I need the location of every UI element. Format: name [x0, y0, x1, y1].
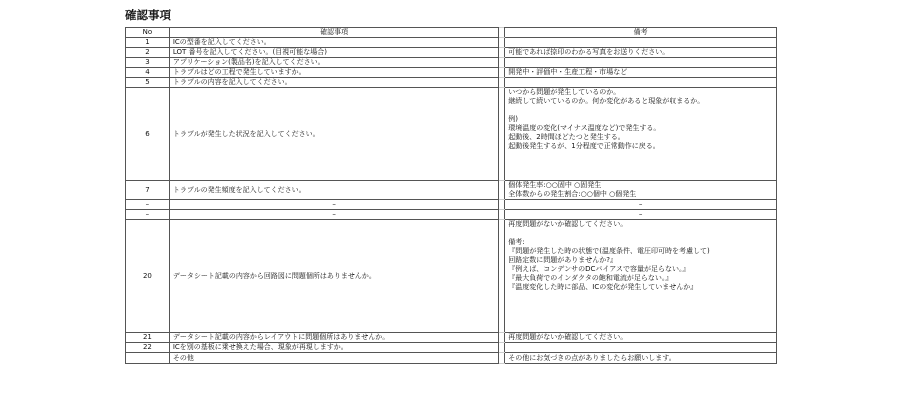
- remark-line: [508, 106, 773, 115]
- header-no: No: [126, 28, 170, 38]
- row-number: –: [126, 210, 170, 220]
- table-row: [126, 353, 777, 364]
- remark-line: 継続して続いているのか。何か変化があると現象が収まるか。: [508, 97, 705, 105]
- remark-line: 個体発生率:○○固中 ○固発生: [508, 181, 602, 189]
- table-row: [126, 220, 777, 333]
- remark-line: 可能であれば捺印のわかる写真をお送りください。: [508, 48, 670, 56]
- remark-cell[interactable]: [505, 210, 777, 220]
- remark-line: 全体数からの発生割合:○○個中 ○個発生: [508, 190, 637, 198]
- row-number: 20: [126, 220, 170, 333]
- check-item[interactable]: その他: [169, 353, 498, 364]
- spreadsheet: [125, 7, 777, 395]
- row-number: [126, 353, 170, 364]
- remark-cell[interactable]: [505, 88, 777, 181]
- remark-line: 回路定数に問題がありませんか?』: [508, 256, 618, 264]
- check-item[interactable]: トラブルはどの工程で発生していますか。: [169, 68, 498, 78]
- check-item[interactable]: –: [169, 210, 498, 220]
- remark-line: 環境温度の変化(マイナス温度など)で発生する。: [508, 124, 661, 132]
- check-item[interactable]: トラブルが発生した状況を記入してください。: [169, 88, 498, 181]
- row-number: 4: [126, 68, 170, 78]
- check-item[interactable]: ICの型番を記入してください。: [169, 38, 498, 48]
- remark-line: 起動後発生するが、1分程度で正常動作に戻る。: [508, 142, 660, 150]
- remark-cell[interactable]: [505, 38, 777, 48]
- sheet-title: 確認事項: [125, 8, 171, 22]
- row-number: 2: [126, 48, 170, 58]
- row-number: –: [126, 200, 170, 210]
- table-row: [126, 38, 777, 48]
- remark-line: –: [638, 200, 643, 208]
- remark-line: 再度問題がないか確認してください。: [508, 220, 628, 228]
- table-row: [126, 48, 777, 58]
- remark-cell[interactable]: [505, 353, 777, 364]
- header-remark: 備考: [505, 28, 777, 38]
- check-item[interactable]: ICを別の基板に乗せ換えた場合、現象が再現しますか。: [169, 343, 498, 353]
- remark-line: 『例えば、コンデンサのDCバイアスで容量が足らない。』: [508, 265, 690, 273]
- row-number: 3: [126, 58, 170, 68]
- remark-cell[interactable]: [505, 181, 777, 200]
- remark-line: 起動後、2時間ほどたつと発生する。: [508, 133, 625, 141]
- remark-cell[interactable]: [505, 200, 777, 210]
- row-number: 7: [126, 181, 170, 200]
- remark-line: 備考:: [508, 238, 525, 246]
- row-number: 22: [126, 343, 170, 353]
- table-row: [126, 88, 777, 181]
- table-row: [126, 333, 777, 343]
- remark-line: 例): [508, 115, 519, 123]
- table-row: [126, 78, 777, 88]
- row-number: 21: [126, 333, 170, 343]
- remark-line: 『温度変化した時に部品、ICの変化が発生していませんか』: [508, 283, 698, 291]
- check-item[interactable]: LOT 番号を記入してください。(目視可能な場合): [169, 48, 498, 58]
- check-item[interactable]: –: [169, 200, 498, 210]
- check-item[interactable]: トラブルの内容を記入してください。: [169, 78, 498, 88]
- row-number: 1: [126, 38, 170, 48]
- remark-line: 『問題が発生した時の状態で(温度条件、電圧印可時を考慮して): [508, 247, 710, 255]
- remark-line: [508, 229, 773, 238]
- remark-cell[interactable]: [505, 68, 777, 78]
- remark-line: いつから問題が発生しているのか。: [508, 88, 621, 96]
- remark-line: 再度問題がないか確認してください。: [508, 333, 628, 341]
- remark-cell[interactable]: [505, 48, 777, 58]
- remark-line: 『最大負荷でのインダクタの飽和電流が足らない。』: [508, 274, 673, 282]
- remark-cell[interactable]: [505, 78, 777, 88]
- table-row: [126, 200, 777, 210]
- header-item: 確認事項: [169, 28, 498, 38]
- header-row: [126, 28, 777, 38]
- table-row: [126, 343, 777, 353]
- row-number: 5: [126, 78, 170, 88]
- check-item[interactable]: データシート記載の内容からレイアウトに問題個所はありませんか。: [169, 333, 498, 343]
- table-row: [126, 68, 777, 78]
- check-item[interactable]: アプリケーション(製品名)を記入してください。: [169, 58, 498, 68]
- remark-line: 開発中・評価中・生産工程・市場など: [508, 68, 628, 76]
- remark-cell[interactable]: [505, 58, 777, 68]
- table-row: [126, 58, 777, 68]
- checklist-table: [125, 27, 777, 364]
- remark-line: その他にお気づきの点がありましたらお願いします。: [508, 353, 676, 362]
- remark-cell[interactable]: [505, 220, 777, 333]
- remark-cell[interactable]: [505, 343, 777, 353]
- remark-line: –: [638, 210, 643, 218]
- remark-cell[interactable]: [505, 333, 777, 343]
- row-number: 6: [126, 88, 170, 181]
- table-row: [126, 181, 777, 200]
- table-row: [126, 210, 777, 220]
- check-item[interactable]: トラブルの発生頻度を記入してください。: [169, 181, 498, 200]
- check-item[interactable]: データシート記載の内容から回路図に問題個所はありませんか。: [169, 220, 498, 333]
